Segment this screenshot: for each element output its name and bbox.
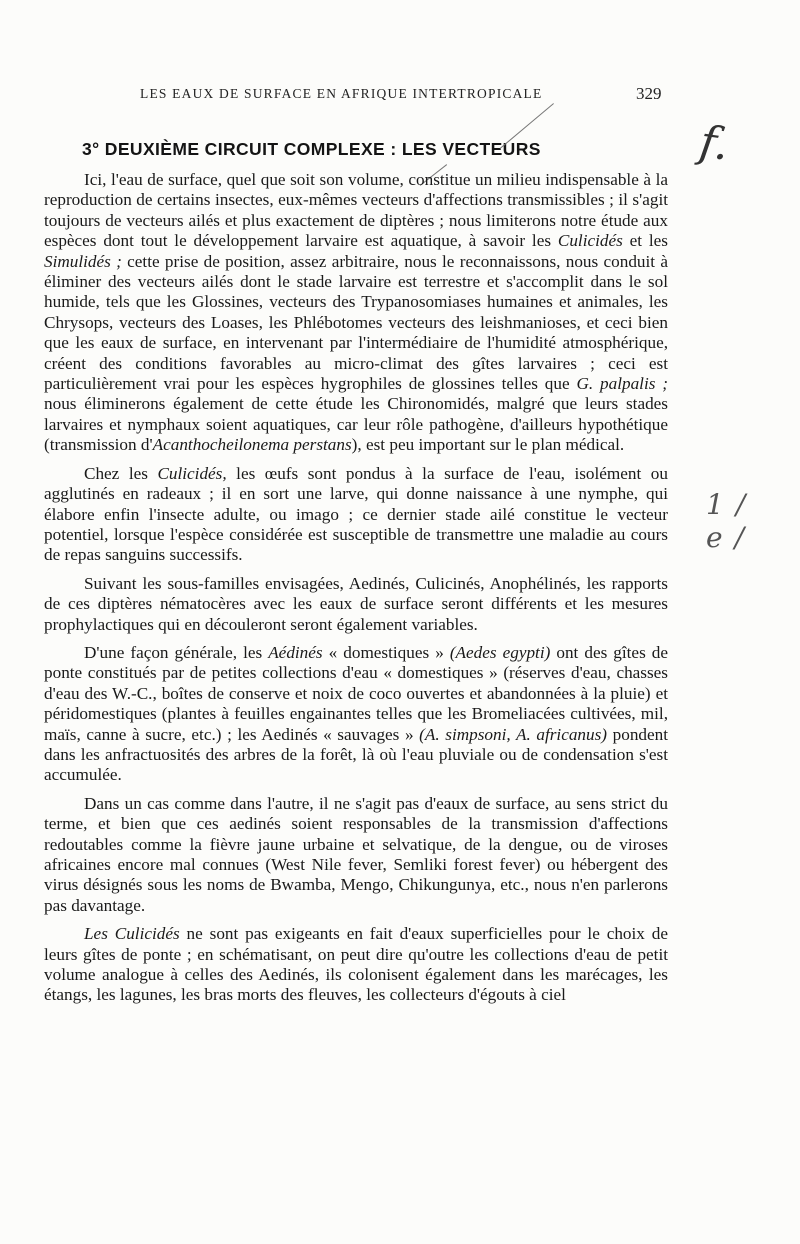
paragraph: Ici, l'eau de surface, quel que soit son volume, constitue un milieu indispensable à la reproduction de certains insectes, eux-mêmes vecteurs d'affections transmissibles ; il s'agit toujours de vecteurs ailés et plus exactement de diptères ; nous limiterons notre étude aux espèces dont tout le développement larvaire est aquatique, à savoir les Culicidés et les Simulidés ; cette prise de position, assez arbitraire, nous le reconnaissons, nous conduit à éliminer des vecteurs ailés dont le stade larvaire est terrestre et s'accomplit dans le sol humide, tels que les Glossines, vecteurs des Trypanosomiases humaines et animales, les Chrysops, vecteurs des Loases, les Phlébotomes vecteurs des leishmanioses, et ceci bien que les eaux de surface, en intervenant par l'intermédiaire de l'humidité atmosphérique, créent des conditions favorables au micro-climat des gîtes larvaires ; ceci est particulièrement vrai pour les espèces hygrophiles de glossines telles que G. palpalis ; nous éliminerons également de cette étude les Chironomidés, malgré que leurs stades larvaires et nymphaux soient aquatiques, car leur rôle pathogène, d'ailleurs hypothétique (transmission d'Acanthocheilonema perstans), est peu important sur le plan médical. (44, 170, 669, 455)
page-number: 329 (636, 84, 662, 103)
body-text (44, 170, 668, 1006)
section-heading: 3° DEUXIÈME CIRCUIT COMPLEXE : LES VECTEURS (82, 139, 541, 159)
paragraph: Dans un cas comme dans l'autre, il ne s'agit pas d'eaux de surface, au sens strict du terme, et bien que ces aedinés soient responsables de la transmission d'affections redoutables comme la fièvre jaune urbaine et selvatique, de la dengue, ou de viroses africaines encore mal connues (West Nile fever, Semliki forest fever) ou hébergent des virus désignés sous les noms de Bwamba, Mengo, Chikungunya, etc., nous n'en parlerons pas davantage. (44, 793, 668, 915)
handwritten-margin-note: 1/ e/ (706, 488, 758, 554)
running-header-title: LES EAUX DE SURFACE EN AFRIQUE INTERTROPICALE (140, 86, 543, 101)
paragraph: D'une façon générale, les Aédinés « domestiques » (Aedes egypti) ont des gîtes de ponte constitués par de petites collections d'eau « domestiques » (réserves d'eau, chasses d'eau des W.-C., boîtes de conserve et noix de coco ouvertes et abandonnées à la pluie) et péridomestiques (plantes à feuilles engainantes telles que les Bromeliacées cultivées, mil, maïs, canne à sucre, etc.) ; les Aedinés « sauvages » (A. simpsoni, A. africanus) pondent dans les anfractuosités des arbres de la forêt, là où l'eau pluviale ou de condensation s'est accumulée. (44, 642, 669, 785)
paragraph: Suivant les sous-familles envisagées, Aedinés, Culicinés, Anophélinés, les rapports de ces diptères nématocères avec les eaux de surface seront différents et les mesures prophylactiques qui en découleront seront également variables. (44, 573, 668, 634)
paragraph: Chez les Culicidés, les œufs sont pondus à la surface de l'eau, isolément ou agglutinés en radeaux ; il en sort une larve, qui donne naissance à une nymphe, qui élabore enfin l'insecte adulte, ou imago ; ce dernier stade ailé constitue le vecteur potentiel, lorsque l'espèce considérée est susceptible de transmettre une maladie au cours de repas sanguins successifs. (44, 463, 668, 565)
handwritten-margin-note: f. (696, 116, 733, 171)
paragraph: Les Culicidés ne sont pas exigeants en fait d'eaux superficielles pour le choix de leurs gîtes de ponte ; en schématisant, on peut dire qu'outre les collections d'eau de petit volume analogue à celles des Aedinés, ils colonisent également dans les marécages, les étangs, les lagunes, les bras morts des fleuves, les collecteurs d'égouts à ciel (44, 924, 668, 1005)
